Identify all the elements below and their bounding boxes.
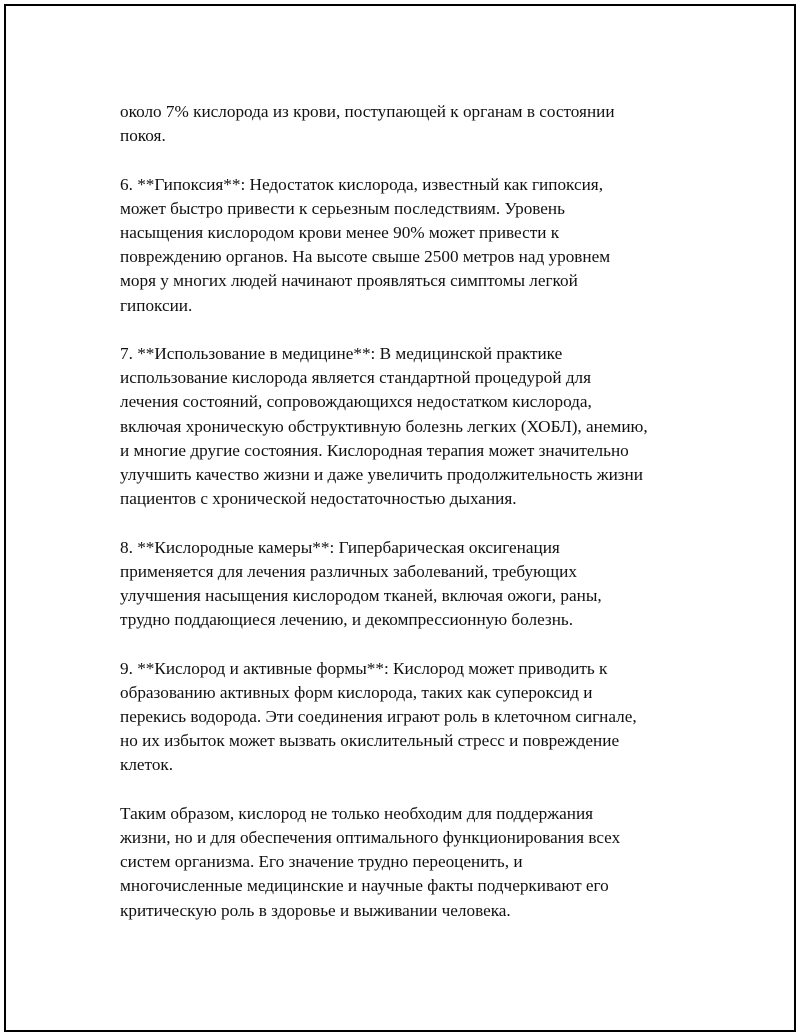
paragraph-continuation: около 7% кислорода из крови, поступающей к органам в состоянии покоя. [120,102,615,146]
paragraph-reactive-forms: 9. **Кислород и активные формы**: Кислород может приводить к образованию активных форм кислорода, таких как супероксид и перекись водорода. Эти соединения играют роль в клеточном сигнале, но их избыток может вызвать окислительный стресс и повреждение клеток. [120,658,637,775]
paragraph-oxygen-chambers: 8. **Кислородные камеры**: Гипербарическая оксигенация применяется для лечения различных заболеваний, требующих улучшения насыщения кислородом тканей, включая ожоги, раны, трудно поддающиеся лечению, и декомпрессионную болезнь. [120,537,602,630]
paragraph-medical-use: 7. **Использование в медицине**: В медицинской практике использование кислорода является стандартной процедурой для лечения состояний, сопровождающихся недостатком кислорода, включая хроническую обструктивную болезнь легких (ХОБЛ), анемию, и многие другие состояния. Кислородная терапия может значительно улучшить качество жизни и даже увеличить продолжительность жизни пациентов с хронической недостаточностью дыхания. [120,344,648,509]
paragraph-hypoxia: 6. **Гипоксия**: Недостаток кислорода, известный как гипоксия, может быстро привести к серьезным последствиям. Уровень насыщения кислородом крови менее 90% может привести к повреждению органов. На высоте свыше 2500 метров над уровнем моря у многих людей начинают проявляться симптомы легкой гипоксии. [120,174,611,315]
document-body [120,100,700,923]
paragraph-conclusion: Таким образом, кислород не только необходим для поддержания жизни, но и для обеспечения оптимального функционирования всех систем организма. Его значение трудно переоценить, и многочисленные медицинские и научные факты подчеркивают его критическую роль в здоровье и выживании человека. [120,803,621,920]
page-frame [4,4,796,1032]
